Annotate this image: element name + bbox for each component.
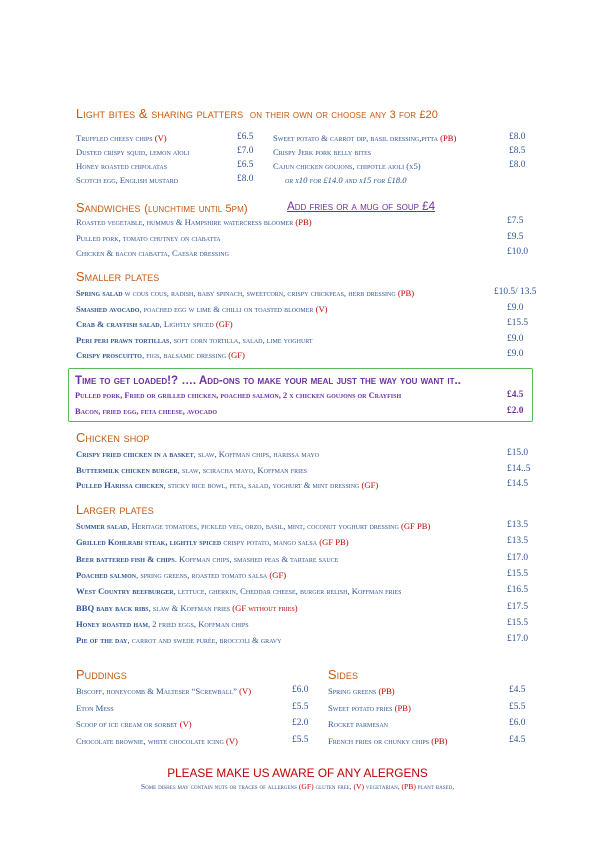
loaded-row-2-price: £2.0 [507,406,524,416]
pudding-item-tag: (V) [179,719,192,729]
light-bites-left-item-price: £6.5 [237,160,254,170]
larger-plate-item-title: Beer battered fish & chips [76,553,175,564]
pudding-item [76,703,114,713]
pudding-item-name: Chocolate brownie, white chocolate icing [76,735,224,746]
light-bites-title: Light bites & sharing platters [76,106,244,121]
chicken-shop-item-title: Crispy fried chicken in a basket [76,449,194,459]
smaller-plate-item-title: Peri peri prawn tortillas [76,334,170,345]
pudding-item-name: Scoop of ice cream or sorbet [76,719,178,729]
side-item-name: Spring greens [328,686,377,696]
light-bites-left-item [76,147,189,157]
smaller-plate-item-price: £9.0 [507,302,524,313]
side-item-price: £5.5 [509,701,526,712]
larger-plate-item-price: £15.5 [507,568,529,579]
sandwiches-addon: Add fries or a mug of soup £4 [287,200,436,213]
side-item [328,703,411,713]
side-item-price: £4.5 [509,734,526,745]
allergen-note [0,782,595,791]
larger-plate-item [76,537,349,547]
smaller-plate-item-tag: (V) [315,303,328,314]
light-bites-subheading: on their own or choose any 3 for £20 [249,109,438,121]
smaller-plate-item [76,304,328,314]
sides-heading: Sides [328,667,359,682]
pudding-item-name: Eton Mess [76,702,114,713]
pudding-item [76,719,192,729]
light-bites-right-item-name: Cajun chicken goujons, chipotle aioli (x5) [273,161,421,171]
pudding-item-name: Biscoff, honeycomb & Malteser “Screwball” [76,686,237,696]
light-bites-left-item-name: Dusted crispy squid, lemon aïoli [76,147,190,157]
light-bites-left-item-tag: (V) [154,133,167,143]
side-item [328,736,447,746]
smaller-plate-item-desc: , poached egg w lime & chilli on toasted bloomer [139,303,314,314]
larger-plate-item [76,586,401,596]
larger-plate-item-desc: , Heritage tomatoes, pickled veg, orzo, basil, mint, coconut yoghurt dressing [127,521,399,531]
smaller-plate-item-tag: (GF) [228,350,245,360]
pudding-item [76,736,238,746]
loaded-row-1-price: £4.5 [507,390,524,400]
smaller-plate-item-desc: , figs, balsamic dressing [141,350,227,360]
chicken-shop-item-desc: , sticky rice bowl, feta, salad, yoghurt & mint dressing [163,480,360,490]
larger-plate-item-price: £16.5 [507,585,529,596]
larger-plate-item-tag: (GF without fries) [232,602,298,613]
chicken-shop-item-desc: , slaw, sciracha mayo, Koffman fries [177,464,308,475]
pudding-item-price: £5.5 [292,734,309,745]
chicken-shop-item [76,449,319,459]
light-bites-left-item-name: Truffled cheesy chips [76,133,153,143]
pudding-item-price: £5.5 [292,701,309,712]
sandwiches-title: Sandwiches [76,200,141,215]
larger-plate-item [76,603,298,613]
light-bites-right-item-price: £8.0 [509,132,526,142]
smaller-plate-item-desc: w cous cous, radish, baby spinach, sweetcorn, crispy chickpeas, herb dressing [122,288,396,298]
smaller-plates-heading: Smaller plates [76,269,160,284]
loaded-row-1: Pulled pork, Fried or grilled chicken, poached salmon, 2 x chicken goujons or Crayfish [75,391,402,400]
smaller-plate-item-price: £15.5 [507,318,529,328]
sandwich-item [76,248,229,258]
allergen-heading: PLEASE MAKE US AWARE OF ANY ALERGENS [167,766,428,780]
side-item [328,719,388,729]
smaller-plate-item-desc: , Lightly spiced [159,319,214,329]
chicken-shop-item [76,480,378,490]
chicken-shop-item-price: £14..5 [507,463,531,474]
smaller-plate-item-price: £10.5/ 13.5 [494,287,537,297]
side-item-name: French fries or chunky chips [328,735,430,746]
larger-plate-item-desc: . Koffman chips, smashed peas & tartare sauce [174,553,339,564]
pudding-item-price: £2.0 [292,718,309,728]
larger-plate-item-title: Summer salad [76,521,128,531]
side-item-name: Sweet potato fries [328,702,393,713]
larger-plate-item-title: Poached salmon [76,569,137,580]
pudding-item-tag: (V) [225,735,238,746]
larger-plate-item-tag: (GF) [269,569,287,580]
pudding-item-tag: (V) [239,686,252,696]
larger-plate-item-title: Honey roasted ham [76,618,148,629]
larger-plate-item-title: Pie of the day [76,635,128,646]
light-bites-heading [76,106,438,121]
loaded-row-2: Bacon, fried egg, feta cheese, avocado [75,407,218,416]
larger-plate-item-desc: crispy potato, mango salsa [221,537,318,548]
goujon-note: or x10 for £14.0 and x15 for £18.0 [285,175,407,185]
allergen-pb-tag: (PB) [401,782,416,791]
larger-plates-heading: Larger plates [76,502,154,517]
larger-plate-item-price: £13.5 [507,520,529,530]
larger-plate-item-tag: (GF PB) [319,537,349,548]
chicken-shop-item-title: Pulled Harissa chicken [76,480,164,490]
allergen-note-prefix: Some dishes may contain nuts or traces of allergens [140,782,297,791]
light-bites-right-item-name: Crispy Jerk pork belly bites [273,147,372,157]
pudding-item [76,686,251,696]
larger-plate-item-desc: , carrot and swede purée, broccoli & gravy [127,635,282,646]
light-bites-right-item [273,133,456,143]
loaded-heading: Time to get loaded!? …. Add-ons to make your meal just the way you want it.. [75,374,461,387]
sandwich-item-tag: (PB) [295,217,312,227]
larger-plate-item-desc: , spring greens, roasted tomato salsa [136,569,268,580]
side-item [328,686,395,696]
light-bites-left-item-price: £6.5 [237,132,254,142]
larger-plate-item-price: £15.5 [507,617,529,628]
light-bites-right-item-price: £8.0 [509,160,526,170]
chicken-shop-item-tag: (GF) [361,480,379,490]
larger-plate-item-price: £17.0 [507,552,529,563]
larger-plate-item-price: £13.5 [507,536,529,547]
allergen-gf-text: gluten free, [315,782,352,791]
light-bites-left-item [76,161,167,171]
larger-plate-item-desc: , 2 fried eggs, Koffman chips [148,618,249,629]
chicken-shop-item-price: £15.0 [507,448,529,458]
pudding-item-price: £6.0 [292,685,309,695]
chicken-shop-heading: Chicken shop [76,430,150,445]
sandwich-item-price: £7.5 [507,216,524,226]
larger-plate-item-tag: (GF PB) [400,521,431,531]
smaller-plate-item-desc: , soft corn tortilla, salad, lime yoghurt [169,334,313,345]
sandwich-item [76,233,221,243]
side-item-tag: (PB) [378,686,395,696]
smaller-plate-item-price: £9.0 [507,349,524,359]
allergen-gf-tag: (GF) [298,782,314,791]
sandwiches-subheading: (lunchtime until 5pm) [144,203,248,215]
side-item-price: £4.5 [509,685,526,695]
chicken-shop-item-title: Buttermilk chicken burger [76,464,178,475]
smaller-plate-item-price: £9.0 [507,333,524,344]
sandwiches-heading [76,200,248,215]
side-item-tag: (PB) [394,702,411,713]
light-bites-left-item-price: £7.0 [237,146,254,156]
smaller-plate-item-title: Spring salad [76,288,123,298]
light-bites-left-item [76,133,167,143]
larger-plate-item [76,554,338,564]
smaller-plate-item [76,288,414,298]
light-bites-right-item-name: Sweet potato & carrot dip, basil dressing,pitta [273,133,438,143]
light-bites-left-item-name: Honey roasted chipolatas [76,161,168,171]
larger-plate-item [76,619,249,629]
larger-plate-item [76,521,430,531]
light-bites-right-item-tag: (PB) [440,133,457,143]
chicken-shop-item-desc: , slaw, Koffman chips, harissa mayo [193,449,320,459]
allergen-pb-text: plant based, [417,782,455,791]
smaller-plate-item-title: Smashed avocado [76,303,140,314]
larger-plate-item-title: BBQ baby back ribs [76,602,149,613]
light-bites-right-item-price: £8.5 [509,146,526,156]
smaller-plate-item-title: Crab & crayfish salad [76,319,160,329]
puddings-heading: Puddings [76,667,127,682]
larger-plate-item [76,570,286,580]
smaller-plate-item [76,350,245,360]
sandwich-item-name: Roasted vegetable, hummus & Hampshire watercress bloomer [76,217,294,227]
sandwich-item-price: £10.0 [507,247,529,257]
larger-plate-item-title: West Country beefburger [76,586,174,597]
chicken-shop-item-price: £14.5 [507,479,529,489]
sandwich-item-name: Pulled pork, tomato chutney on ciabatta [76,232,221,243]
sandwich-item-price: £9.5 [507,231,524,242]
smaller-plate-item-title: Crispy proscuitto [76,350,142,360]
light-bites-right-item [273,147,371,157]
smaller-plate-item-tag: (PB) [397,288,415,298]
larger-plate-item-title: Grilled Kohlrabi steak, lightly spiced [76,537,222,548]
larger-plate-item-desc: , lettuce, gherkin, Cheddar cheese, burger relish, Koffman fries [173,586,402,597]
sandwich-item [76,217,312,227]
side-item-name: Rocket parmesan [328,719,389,729]
light-bites-left-item-name: Scotch egg, English mustard [76,175,179,185]
smaller-plate-item [76,335,313,345]
light-bites-left-item-price: £8.0 [237,174,254,184]
smaller-plate-item-tag: (GF) [215,319,233,329]
larger-plate-item [76,635,281,645]
light-bites-right-item [273,161,421,171]
smaller-plate-item [76,319,233,329]
sandwich-item-name: Chicken & bacon ciabatta, Caesar dressing [76,248,229,258]
side-item-price: £6.0 [509,718,526,728]
larger-plate-item-price: £17.0 [507,634,529,645]
allergen-v-text: vegetarian, [365,782,400,791]
chicken-shop-item [76,465,307,475]
larger-plate-item-price: £17.5 [507,601,529,612]
side-item-tag: (PB) [431,735,448,746]
light-bites-left-item [76,175,178,185]
larger-plate-item-desc: , slaw & Koffman fries [148,602,231,613]
allergen-v-tag: (V) [353,782,364,791]
